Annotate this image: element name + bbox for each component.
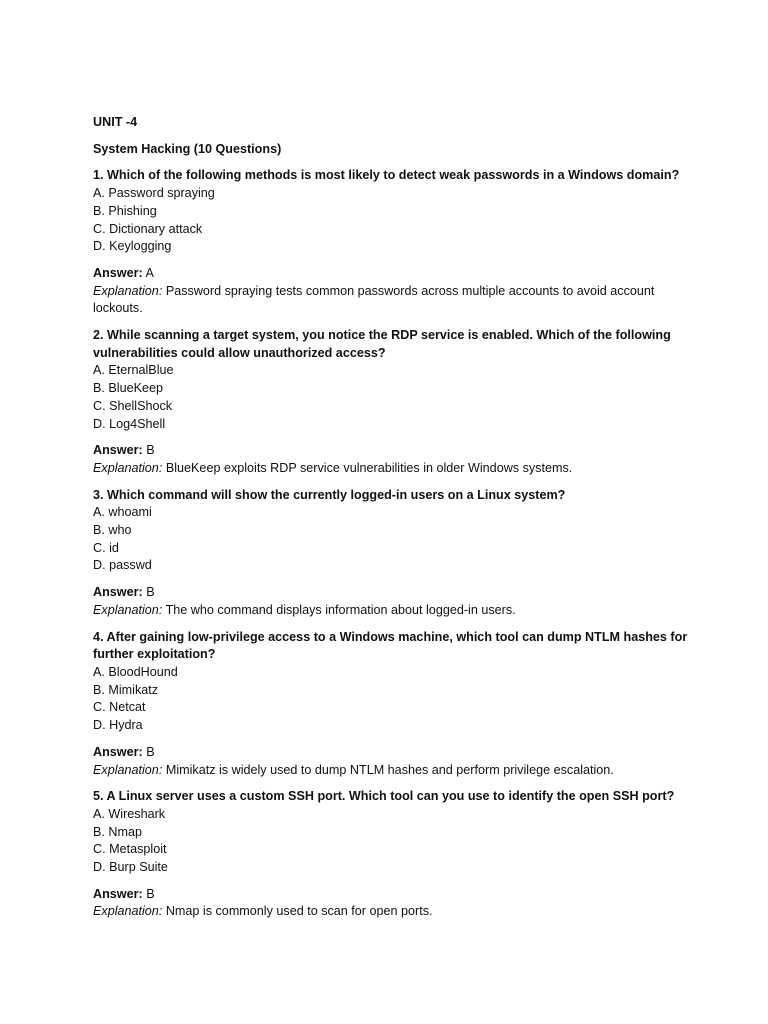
question-text: 1. Which of the following methods is most likely to detect weak passwords in a Windows domain? [93,168,680,183]
option-b: B. Nmap [93,824,142,839]
answer-label: Answer: [93,585,143,600]
answer-line [93,584,693,602]
question-block [93,167,693,318]
option-d: D. Hydra [93,718,143,733]
answer-line [93,442,693,460]
explanation-label: Explanation: [93,904,163,919]
document-content [93,114,693,930]
answer-value: B [146,443,155,458]
question-block [93,327,693,478]
option-c: C. Dictionary attack [93,221,203,236]
answer-block [93,442,693,477]
explanation-label: Explanation: [93,602,163,617]
question-item [93,788,693,877]
explanation-line [93,283,693,318]
answer-line [93,886,693,904]
option-a: A. Password spraying [93,186,215,201]
answer-value: B [146,585,155,600]
question-text: 2. While scanning a target system, you notice the RDP service is enabled. Which of the following vulnerabilities could allow unauthorized access? [93,328,671,360]
answer-label: Answer: [93,443,143,458]
explanation-text: BlueKeep exploits RDP service vulnerabilities in older Windows systems. [165,460,573,475]
option-b: B. BlueKeep [93,381,164,396]
answer-value: A [145,265,154,280]
unit-title: UNIT -4 [93,115,138,129]
question-item [93,167,693,256]
answer-label: Answer: [93,265,143,280]
question-item [93,327,693,433]
explanation-line [93,903,693,921]
option-d: D. Keylogging [93,239,172,254]
answer-label: Answer: [93,744,143,759]
explanation-label: Explanation: [93,762,163,777]
option-c: C. id [93,540,119,555]
option-a: A. BloodHound [93,664,178,679]
answer-block [93,744,693,779]
explanation-label: Explanation: [93,460,163,475]
explanation-label: Explanation: [93,283,163,298]
answer-line [93,265,693,283]
option-a: A. whoami [93,505,152,520]
option-a: A. Wireshark [93,806,166,821]
question-block [93,487,693,620]
question-block [93,629,693,780]
explanation-line [93,602,693,620]
explanation-text: Nmap is commonly used to scan for open ports. [165,904,433,919]
option-d: D. Log4Shell [93,416,166,431]
answer-block [93,886,693,921]
answer-value: B [146,886,155,901]
answer-value: B [146,744,155,759]
section-title: System Hacking (10 Questions) [93,141,282,156]
option-c: C. Netcat [93,700,146,715]
option-b: B. Phishing [93,203,157,218]
option-c: C. Metasploit [93,842,167,857]
question-block [93,788,693,921]
option-b: B. Mimikatz [93,682,159,697]
option-c: C. ShellShock [93,398,173,413]
question-item [93,487,693,576]
explanation-text: The who command displays information about logged-in users. [165,602,516,617]
question-item [93,629,693,735]
option-d: D. passwd [93,558,152,573]
answer-block [93,265,693,318]
answer-label: Answer: [93,886,143,901]
option-d: D. Burp Suite [93,860,168,875]
explanation-line [93,460,693,478]
option-a: A. EternalBlue [93,363,174,378]
explanation-text: Password spraying tests common passwords across multiple accounts to avoid account lockouts. [93,283,655,316]
question-text: 5. A Linux server uses a custom SSH port. Which tool can you use to identify the open SSH port? [93,789,675,804]
option-b: B. who [93,523,132,538]
answer-block [93,584,693,619]
explanation-text: Mimikatz is widely used to dump NTLM hashes and perform privilege escalation. [165,762,614,777]
question-text: 4. After gaining low-privilege access to a Windows machine, which tool can dump NTLM hashes for further exploitation? [93,629,688,662]
answer-line [93,744,693,762]
question-text: 3. Which command will show the currently logged-in users on a Linux system? [93,487,566,502]
explanation-line [93,762,693,780]
